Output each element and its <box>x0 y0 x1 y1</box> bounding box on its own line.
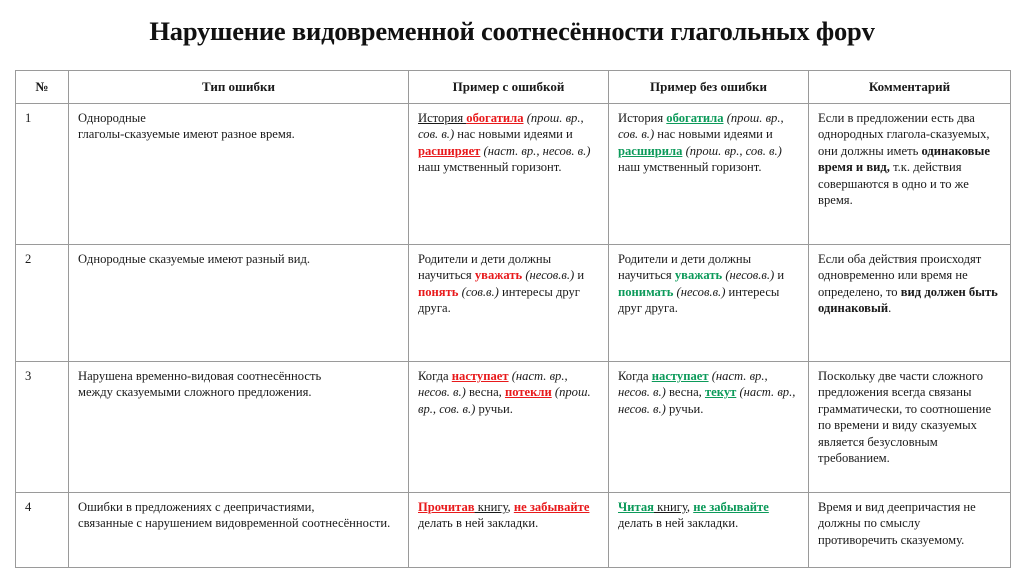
column-header-number: № <box>16 71 69 104</box>
error-type-line-2: связанные с нарушением видовременной соотнесённости. <box>78 516 391 531</box>
comment-cell <box>809 104 1011 245</box>
highlighted-correct-word: не забывайте <box>693 500 769 514</box>
error-type-line-2: глаголы-сказуемые имеют разное время. <box>78 127 295 142</box>
text-plain: История <box>418 111 467 125</box>
highlighted-error-word: потекли <box>504 385 552 400</box>
table-row <box>16 362 1011 493</box>
example-without-error-cell <box>609 245 809 362</box>
example-with-error-cell <box>409 104 609 245</box>
column-header-error-type: Тип ошибки <box>69 71 409 104</box>
example-without-error-cell <box>609 362 809 493</box>
error-type-line-1: Нарушена временно-видовая соотнесённость <box>78 369 322 383</box>
grammar-note: (несов.в.) <box>676 284 726 299</box>
grammar-note: (сов.в.) <box>461 284 499 299</box>
example-without-error-cell <box>609 104 809 245</box>
text-plain: . <box>888 301 892 316</box>
text-plain: делать в ней закладки. <box>618 516 739 531</box>
error-type-line-1: Ошибки в предложениях с деепричастиями, <box>78 500 315 514</box>
error-type-line-2: между сказуемыми сложного предложения. <box>78 385 312 400</box>
table-row <box>16 493 1011 568</box>
text-plain: Поскольку две части сложного предложения всегда связаны грамматически, то соотношение по времени и виду сказуемых является безусловным требованием. <box>818 369 992 466</box>
text-plain: История <box>618 111 667 125</box>
error-types-table-wrapper <box>15 70 1010 568</box>
error-type-cell <box>69 245 409 362</box>
example-with-error-cell <box>409 245 609 362</box>
text-plain: наш умственный горизонт. <box>418 160 562 175</box>
grammar-note: (наст. вр., несов. в.) <box>418 369 568 400</box>
text-plain: Родители и дети должны научиться <box>618 252 752 283</box>
text-plain: Если оба действия происходят одновременно или время не определено, то <box>818 252 982 299</box>
row-number: 3 <box>16 362 69 493</box>
highlighted-correct-word: понимать <box>618 284 674 299</box>
example-without-error-cell <box>609 493 809 568</box>
highlighted-error-word: наступает <box>451 369 509 383</box>
error-type-line-1: Однородные <box>78 111 146 125</box>
column-header-example-with-error: Пример с ошибкой <box>409 71 609 104</box>
table-row <box>16 245 1011 362</box>
highlighted-correct-word: Читая <box>618 500 654 514</box>
text-plain: Родители и дети должны научиться <box>418 252 552 283</box>
error-type-cell <box>69 104 409 245</box>
highlighted-error-word: не забывайте <box>513 500 590 514</box>
column-header-example-without-error: Пример без ошибки <box>609 71 809 104</box>
text-plain: ручьи. <box>475 401 513 416</box>
highlighted-correct-word: текут <box>704 385 737 400</box>
row-number: 1 <box>16 104 69 245</box>
error-types-table <box>15 70 1011 568</box>
text-plain: Когда <box>418 369 452 383</box>
highlighted-error-word: уважать <box>474 268 523 283</box>
grammar-note: (прош. вр., сов. в.) <box>418 385 591 416</box>
text-plain: весна, <box>665 385 705 400</box>
highlighted-error-word: обогатила <box>466 111 524 125</box>
text-plain: и <box>774 268 785 283</box>
grammar-note: (наст. вр., несов. в.) <box>618 369 768 400</box>
text-plain: наш умственный горизонт. <box>618 160 762 175</box>
text-plain: , <box>507 500 514 514</box>
table-row <box>16 104 1011 245</box>
highlighted-correct-word: уважать <box>674 268 723 283</box>
highlighted-correct-word: обогатила <box>666 111 724 125</box>
error-type-line-1: Однородные сказуемые имеют разный вид. <box>78 252 311 266</box>
text-plain: Если в предложении есть два однородных глагола-сказуемых, они должны иметь <box>818 111 990 158</box>
grammar-note: (прош. вр., сов. в.) <box>618 111 784 142</box>
row-number: 4 <box>16 493 69 568</box>
error-type-cell <box>69 493 409 568</box>
text-plain: , <box>686 500 694 514</box>
text-plain: и <box>574 268 585 283</box>
column-header-comment: Комментарий <box>809 71 1011 104</box>
text-plain: интересы друг друга. <box>618 284 780 316</box>
text-plain: Когда <box>618 369 652 383</box>
emphasized-rule: одинаковые время и вид, <box>818 143 990 175</box>
grammar-note: (наст. вр., несов. в.) <box>618 385 796 416</box>
grammar-note: (несов.в.) <box>525 268 575 283</box>
highlighted-correct-word: наступает <box>651 369 709 383</box>
highlighted-correct-word: расширила <box>618 143 683 158</box>
emphasized-rule: вид должен быть одинаковый <box>818 284 998 316</box>
text-plain: т.к. действия совершаются в одно и то же время. <box>818 160 969 208</box>
text-plain: книгу <box>653 500 687 514</box>
text-plain: нас новыми идеями и <box>654 127 773 142</box>
example-with-error-cell <box>409 493 609 568</box>
table-header-row <box>16 71 1011 104</box>
text-plain: делать в ней закладки. <box>418 516 539 531</box>
text-plain: ручьи. <box>665 401 704 416</box>
text-plain: весна, <box>465 385 505 400</box>
grammar-note: (наст. вр., несов. в.) <box>483 143 591 158</box>
grammar-note: (прош. вр., сов. в.) <box>685 143 782 158</box>
comment-cell <box>809 362 1011 493</box>
grammar-note: (несов.в.) <box>725 268 775 283</box>
text-plain: Время и вид деепричастия не должны по смыслу противоречить сказуемому. <box>818 500 976 547</box>
error-type-cell <box>69 362 409 493</box>
grammar-note: (прош. вр., сов. в.) <box>418 111 584 142</box>
text-plain: интересы друг друга. <box>418 284 580 316</box>
highlighted-error-word: понять <box>418 284 459 299</box>
page-title: Нарушение видовременной соотнесённости глагольных форv <box>149 16 875 46</box>
example-with-error-cell <box>409 362 609 493</box>
comment-cell <box>809 493 1011 568</box>
highlighted-error-word: расширяет <box>418 143 481 158</box>
text-plain: нас новыми идеями и <box>454 127 573 142</box>
text-plain: книгу <box>474 500 508 514</box>
highlighted-error-word: Прочитав <box>418 500 475 514</box>
row-number: 2 <box>16 245 69 362</box>
comment-cell <box>809 245 1011 362</box>
